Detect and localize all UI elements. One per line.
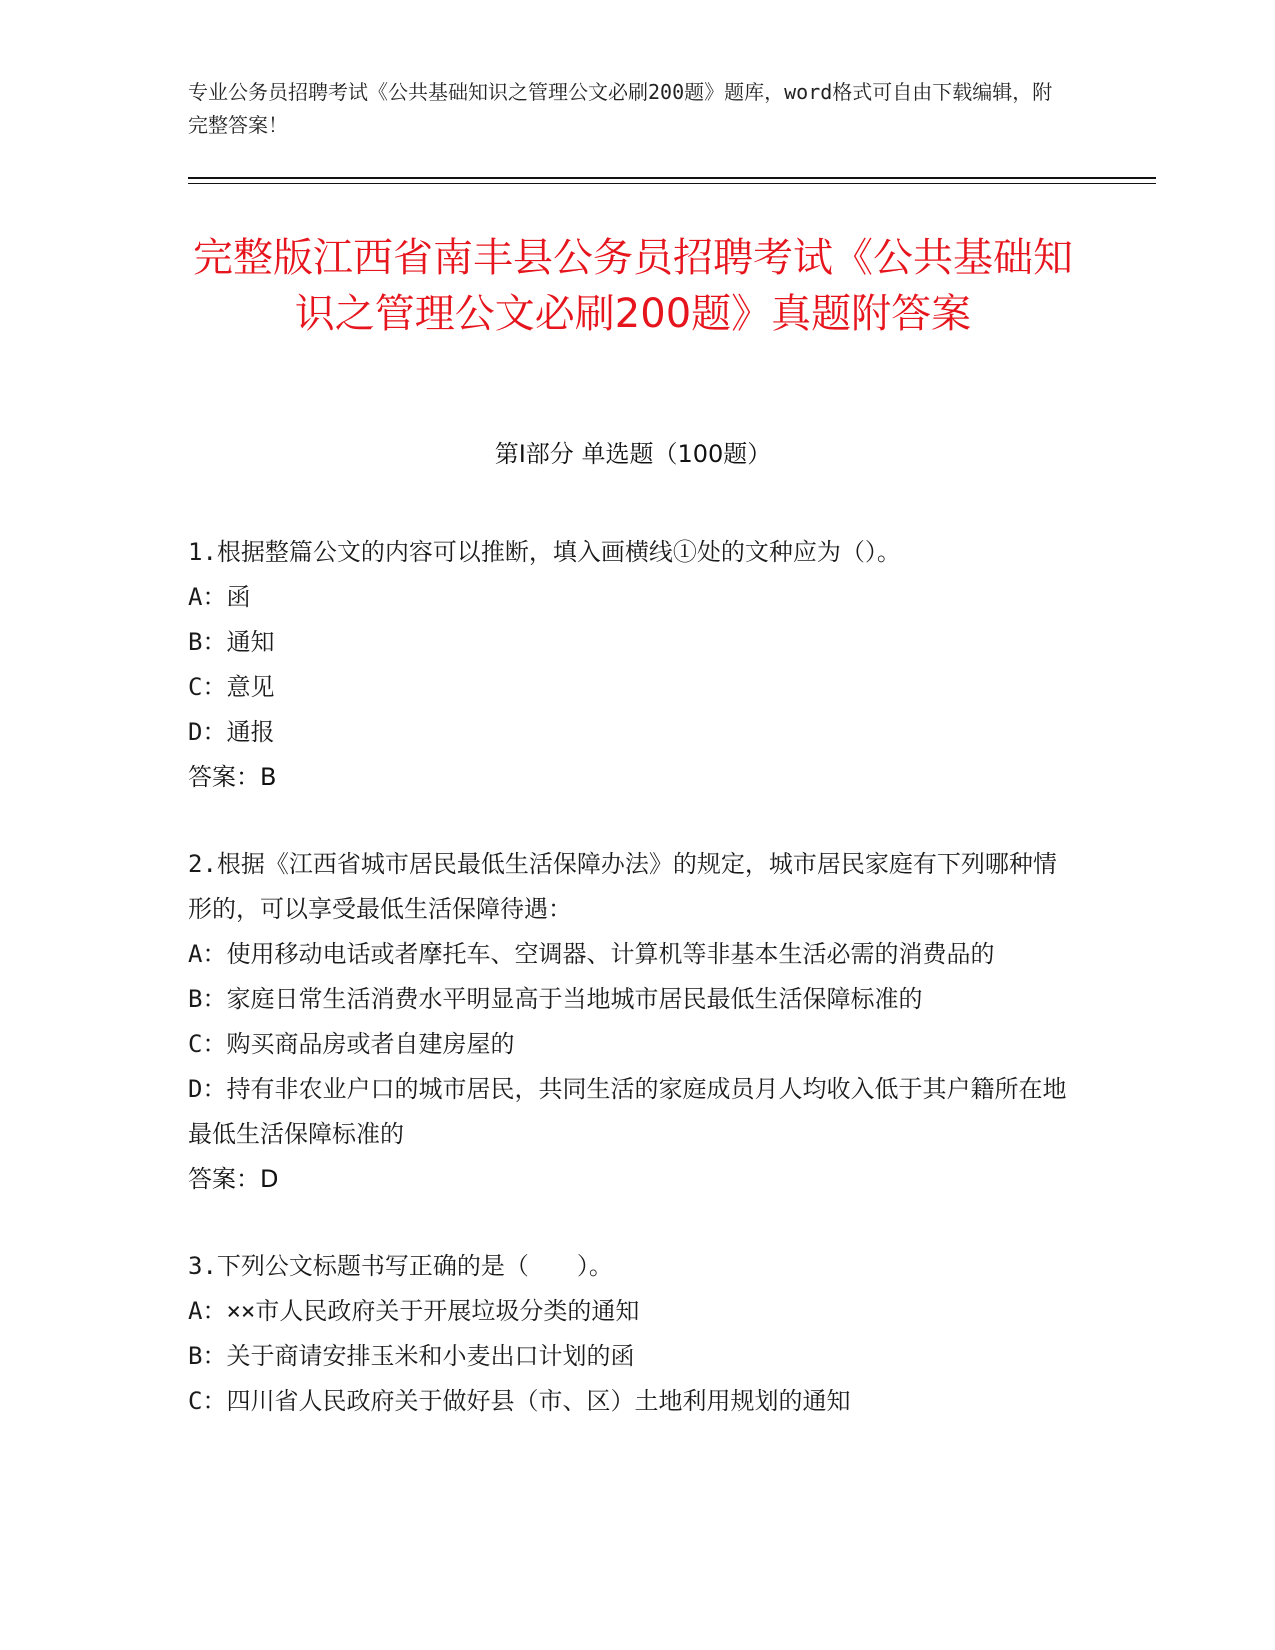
question-2 (188, 842, 1068, 1202)
header-note: 专业公务员招聘考试《公共基础知识之管理公文必刷200题》题库，word格式可自由下载编辑，附完整答案！ (188, 80, 1053, 137)
option-c: C：购买商品房或者自建房屋的 (188, 1030, 515, 1058)
answer: 答案：B (188, 763, 277, 791)
option-d: D：通报 (188, 718, 275, 746)
question-stem: 3.下列公文标题书写正确的是（ ）。 (188, 1252, 613, 1280)
document-title: 完整版江西省南丰县公务员招聘考试《公共基础知识之管理公文必刷200题》真题附答案 (193, 235, 1073, 337)
option-b: B：家庭日常生活消费水平明显高于当地城市居民最低生活保障标准的 (188, 985, 923, 1013)
option-c: C：四川省人民政府关于做好县（市、区）土地利用规划的通知 (188, 1387, 851, 1415)
question-stem: 1.根据整篇公文的内容可以推断，填入画横线①处的文种应为（）。 (188, 538, 901, 566)
header-rule-thick (188, 177, 1156, 179)
question-list (188, 530, 1068, 1466)
option-d: D：持有非农业户口的城市居民，共同生活的家庭成员月人均收入低于其户籍所在地最低生活保障标准的 (188, 1075, 1067, 1148)
option-b: B：通知 (188, 628, 275, 656)
question-stem: 2.根据《江西省城市居民最低生活保障办法》的规定，城市居民家庭有下列哪种情形的，可以享受最低生活保障待遇： (188, 850, 1057, 923)
option-a: A：函 (188, 583, 251, 611)
option-a: A：使用移动电话或者摩托车、空调器、计算机等非基本生活必需的消费品的 (188, 940, 995, 968)
section-title: 第Ⅰ部分 单选题（100题） (494, 440, 772, 468)
option-c: C：意见 (188, 673, 275, 701)
question-1 (188, 530, 1068, 800)
option-b: B：关于商请安排玉米和小麦出口计划的函 (188, 1342, 635, 1370)
answer: 答案：D (188, 1165, 279, 1193)
option-a: A：××市人民政府关于开展垃圾分类的通知 (188, 1297, 640, 1325)
question-3 (188, 1244, 1068, 1424)
header-rule-thin (188, 183, 1156, 184)
